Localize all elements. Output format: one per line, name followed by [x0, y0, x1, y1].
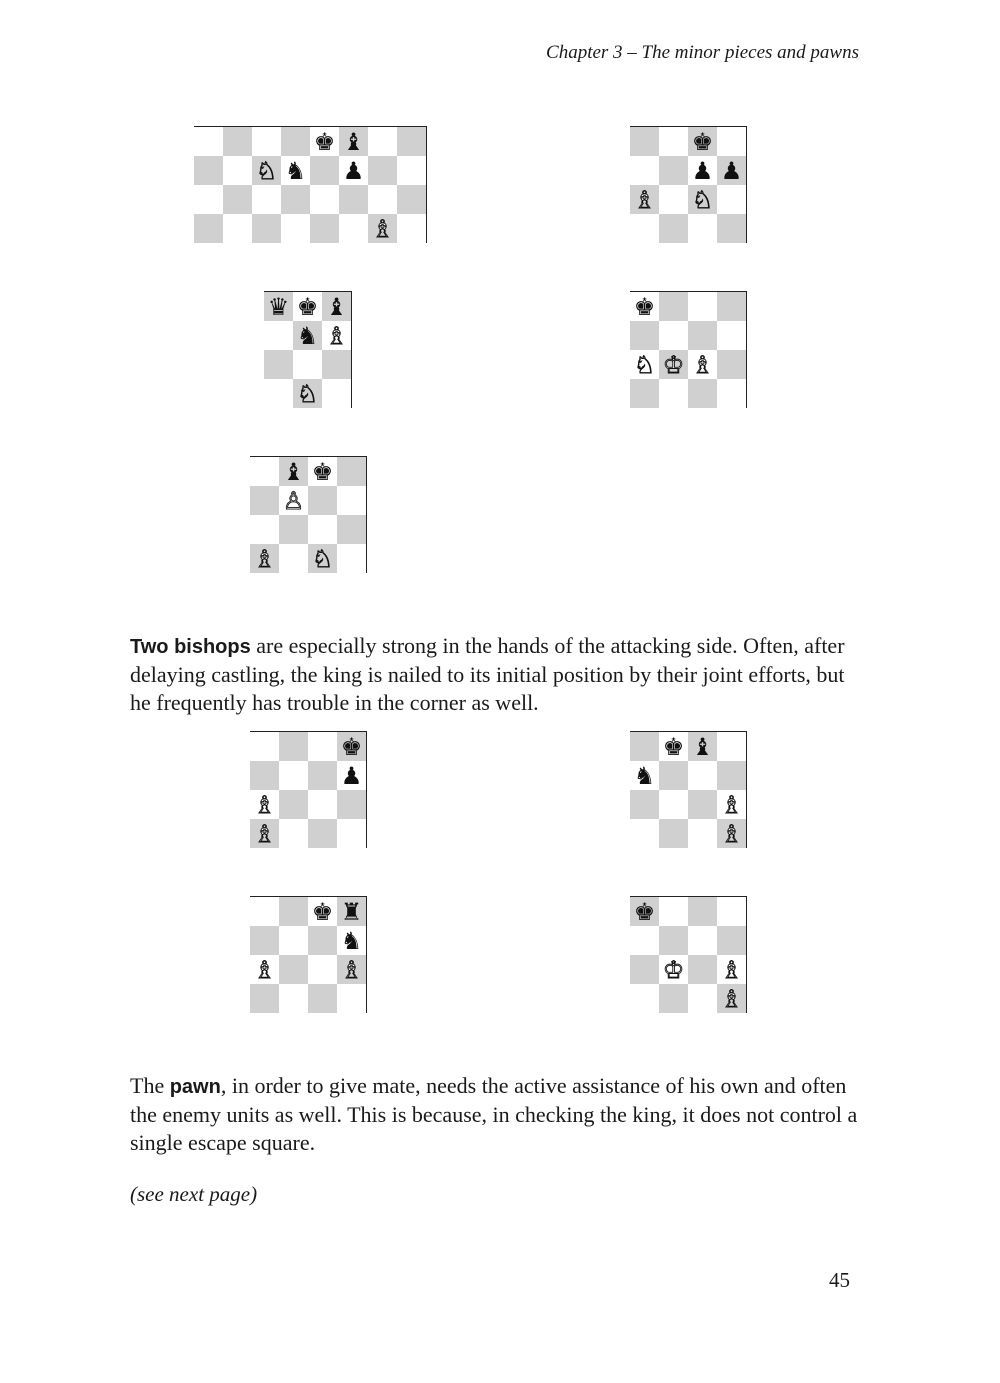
- black-king-icon: ♚: [340, 732, 363, 761]
- board-square: [250, 984, 279, 1013]
- board-square: [717, 127, 746, 156]
- board-square: [659, 790, 688, 819]
- board-square: [688, 156, 717, 185]
- white-bishop-icon: ♗: [720, 984, 743, 1013]
- black-rook-icon: ♜: [340, 897, 363, 926]
- board-square: [630, 790, 659, 819]
- board-square: [688, 926, 717, 955]
- board-square: [630, 897, 659, 926]
- board-square: [337, 819, 366, 848]
- term-pawn: pawn: [169, 1076, 221, 1098]
- chess-diagram: [630, 731, 747, 848]
- white-knight-icon: ♘: [255, 156, 278, 185]
- board-square: [339, 185, 368, 214]
- board-square: [630, 214, 659, 243]
- board-square: [717, 926, 746, 955]
- board-square: [397, 127, 426, 156]
- board-square: [279, 984, 308, 1013]
- running-header: Chapter 3 – The minor pieces and pawns: [546, 42, 859, 63]
- board-square: [717, 156, 746, 185]
- white-pawn-icon: ♙: [282, 486, 305, 515]
- white-bishop-icon: ♗: [371, 214, 394, 243]
- board-square: [630, 292, 659, 321]
- board-square: [322, 379, 351, 408]
- board-square: [337, 984, 366, 1013]
- black-knight-icon: ♞: [284, 156, 307, 185]
- board-square: [717, 819, 746, 848]
- white-bishop-icon: ♗: [325, 321, 348, 350]
- board-square: [659, 819, 688, 848]
- board-square: [659, 292, 688, 321]
- board-square: [368, 156, 397, 185]
- board-square: [308, 732, 337, 761]
- board-square: [252, 156, 281, 185]
- board-square: [337, 926, 366, 955]
- board-square: [630, 321, 659, 350]
- white-bishop-icon: ♗: [720, 819, 743, 848]
- paragraph-pawn: [130, 1072, 870, 1157]
- board-square: [250, 486, 279, 515]
- chess-diagram: [194, 126, 427, 243]
- board-square: [308, 761, 337, 790]
- board-square: [279, 761, 308, 790]
- white-bishop-icon: ♗: [253, 790, 276, 819]
- board-square: [194, 127, 223, 156]
- board-square: [659, 761, 688, 790]
- white-bishop-icon: ♗: [633, 185, 656, 214]
- board-square: [688, 185, 717, 214]
- board-square: [717, 292, 746, 321]
- board-square: [250, 544, 279, 573]
- black-queen-icon: ♛: [267, 292, 290, 321]
- board-square: [659, 321, 688, 350]
- black-knight-icon: ♞: [633, 761, 656, 790]
- chess-diagram: [250, 896, 367, 1013]
- board-square: [293, 292, 322, 321]
- board-square: [337, 732, 366, 761]
- board-square: [264, 292, 293, 321]
- board-square: [630, 127, 659, 156]
- black-knight-icon: ♞: [296, 321, 319, 350]
- board-square: [308, 926, 337, 955]
- board-square: [659, 379, 688, 408]
- board-square: [250, 732, 279, 761]
- board-square: [308, 955, 337, 984]
- paragraph-text: The: [130, 1073, 170, 1098]
- board-square: [322, 292, 351, 321]
- board-square: [688, 127, 717, 156]
- board-square: [194, 214, 223, 243]
- board-square: [337, 761, 366, 790]
- white-bishop-icon: ♗: [253, 819, 276, 848]
- board-square: [659, 185, 688, 214]
- white-king-icon: ♔: [662, 350, 685, 379]
- board-square: [279, 544, 308, 573]
- board-square: [281, 214, 310, 243]
- board-square: [252, 127, 281, 156]
- board-square: [339, 127, 368, 156]
- board-square: [717, 379, 746, 408]
- board-square: [293, 379, 322, 408]
- white-bishop-icon: ♗: [720, 790, 743, 819]
- board-square: [630, 732, 659, 761]
- board-square: [659, 732, 688, 761]
- board-square: [688, 292, 717, 321]
- board-square: [659, 984, 688, 1013]
- board-square: [717, 761, 746, 790]
- white-knight-icon: ♘: [296, 379, 319, 408]
- board-square: [250, 457, 279, 486]
- board-square: [688, 984, 717, 1013]
- board-square: [308, 790, 337, 819]
- see-next-page-note: (see next page): [130, 1182, 258, 1206]
- board-square: [250, 761, 279, 790]
- board-square: [717, 790, 746, 819]
- board-square: [688, 819, 717, 848]
- white-king-icon: ♔: [662, 955, 685, 984]
- board-square: [659, 897, 688, 926]
- board-square: [310, 214, 339, 243]
- chess-diagram: [630, 126, 747, 243]
- board-square: [397, 214, 426, 243]
- board-square: [688, 761, 717, 790]
- board-square: [279, 897, 308, 926]
- board-square: [308, 457, 337, 486]
- board-square: [310, 185, 339, 214]
- board-square: [293, 350, 322, 379]
- board-square: [281, 127, 310, 156]
- black-king-icon: ♚: [311, 457, 334, 486]
- board-square: [717, 732, 746, 761]
- board-square: [630, 984, 659, 1013]
- board-square: [223, 127, 252, 156]
- board-square: [279, 515, 308, 544]
- black-pawn-icon: ♟: [720, 156, 743, 185]
- board-square: [659, 350, 688, 379]
- board-square: [223, 214, 252, 243]
- board-square: [717, 955, 746, 984]
- black-bishop-icon: ♝: [282, 457, 305, 486]
- board-square: [630, 761, 659, 790]
- board-square: [688, 321, 717, 350]
- board-square: [688, 379, 717, 408]
- board-square: [250, 515, 279, 544]
- board-square: [252, 214, 281, 243]
- chess-diagram: [264, 291, 352, 408]
- board-square: [337, 955, 366, 984]
- board-square: [281, 156, 310, 185]
- board-square: [339, 156, 368, 185]
- board-square: [308, 984, 337, 1013]
- black-king-icon: ♚: [633, 292, 656, 321]
- board-square: [337, 544, 366, 573]
- board-square: [688, 897, 717, 926]
- board-square: [308, 486, 337, 515]
- board-square: [194, 185, 223, 214]
- board-square: [279, 486, 308, 515]
- black-king-icon: ♚: [296, 292, 319, 321]
- board-square: [630, 350, 659, 379]
- black-pawn-icon: ♟: [691, 156, 714, 185]
- board-square: [337, 790, 366, 819]
- chess-diagram: [250, 456, 367, 573]
- board-square: [397, 185, 426, 214]
- chess-diagram: [630, 896, 747, 1013]
- white-knight-icon: ♘: [311, 544, 334, 573]
- chess-diagram: [630, 291, 747, 408]
- board-square: [322, 321, 351, 350]
- white-knight-icon: ♘: [633, 350, 656, 379]
- term-two-bishops: Two bishops: [130, 636, 251, 658]
- board-square: [368, 185, 397, 214]
- board-square: [688, 790, 717, 819]
- board-square: [368, 214, 397, 243]
- board-square: [368, 127, 397, 156]
- board-square: [337, 515, 366, 544]
- board-square: [308, 897, 337, 926]
- page-number: 45: [829, 1268, 850, 1292]
- board-square: [264, 321, 293, 350]
- board-square: [279, 732, 308, 761]
- board-square: [279, 955, 308, 984]
- board-square: [717, 984, 746, 1013]
- board-square: [630, 819, 659, 848]
- board-square: [630, 156, 659, 185]
- board-square: [659, 955, 688, 984]
- white-bishop-icon: ♗: [340, 955, 363, 984]
- board-square: [688, 214, 717, 243]
- board-square: [250, 819, 279, 848]
- board-square: [308, 819, 337, 848]
- black-king-icon: ♚: [311, 897, 334, 926]
- board-square: [250, 955, 279, 984]
- board-square: [250, 897, 279, 926]
- board-square: [337, 897, 366, 926]
- white-knight-icon: ♘: [691, 185, 714, 214]
- black-king-icon: ♚: [691, 127, 714, 156]
- board-square: [659, 926, 688, 955]
- board-square: [250, 926, 279, 955]
- board-square: [717, 185, 746, 214]
- board-square: [339, 214, 368, 243]
- paragraph-text: , in order to give mate, needs the active assistance of his own and often the enemy units as well. This is because, in checking the king, it does not control a single escape square.: [130, 1073, 858, 1155]
- board-square: [293, 321, 322, 350]
- board-square: [279, 926, 308, 955]
- board-square: [264, 350, 293, 379]
- board-square: [250, 790, 279, 819]
- board-square: [279, 819, 308, 848]
- board-square: [717, 214, 746, 243]
- black-knight-icon: ♞: [340, 926, 363, 955]
- chess-diagram: [250, 731, 367, 848]
- board-square: [252, 185, 281, 214]
- paragraph-two-bishops: [130, 632, 870, 717]
- board-square: [688, 350, 717, 379]
- board-square: [337, 457, 366, 486]
- board-square: [310, 127, 339, 156]
- board-square: [223, 156, 252, 185]
- board-square: [717, 350, 746, 379]
- board-square: [630, 185, 659, 214]
- board-square: [659, 156, 688, 185]
- paragraph-text: are especially strong in the hands of the attacking side. Often, after delaying castling, the king is nailed to its initial position by their joint efforts, but he frequently has trouble in the corner as well.: [130, 633, 845, 715]
- black-king-icon: ♚: [633, 897, 656, 926]
- board-square: [310, 156, 339, 185]
- board-square: [194, 156, 223, 185]
- board-square: [308, 544, 337, 573]
- board-square: [717, 321, 746, 350]
- black-bishop-icon: ♝: [691, 732, 714, 761]
- board-square: [688, 955, 717, 984]
- black-king-icon: ♚: [662, 732, 685, 761]
- board-square: [223, 185, 252, 214]
- board-square: [279, 790, 308, 819]
- board-square: [322, 350, 351, 379]
- board-square: [337, 486, 366, 515]
- white-bishop-icon: ♗: [720, 955, 743, 984]
- black-bishop-icon: ♝: [325, 292, 348, 321]
- board-square: [630, 926, 659, 955]
- board-square: [659, 214, 688, 243]
- board-square: [397, 156, 426, 185]
- white-bishop-icon: ♗: [253, 955, 276, 984]
- board-square: [308, 515, 337, 544]
- black-bishop-icon: ♝: [342, 127, 365, 156]
- board-square: [717, 897, 746, 926]
- black-pawn-icon: ♟: [342, 156, 365, 185]
- board-square: [279, 457, 308, 486]
- white-bishop-icon: ♗: [691, 350, 714, 379]
- white-bishop-icon: ♗: [253, 544, 276, 573]
- board-square: [281, 185, 310, 214]
- black-pawn-icon: ♟: [340, 761, 363, 790]
- black-king-icon: ♚: [313, 127, 336, 156]
- board-square: [630, 955, 659, 984]
- board-square: [688, 732, 717, 761]
- board-square: [264, 379, 293, 408]
- board-square: [630, 379, 659, 408]
- board-square: [659, 127, 688, 156]
